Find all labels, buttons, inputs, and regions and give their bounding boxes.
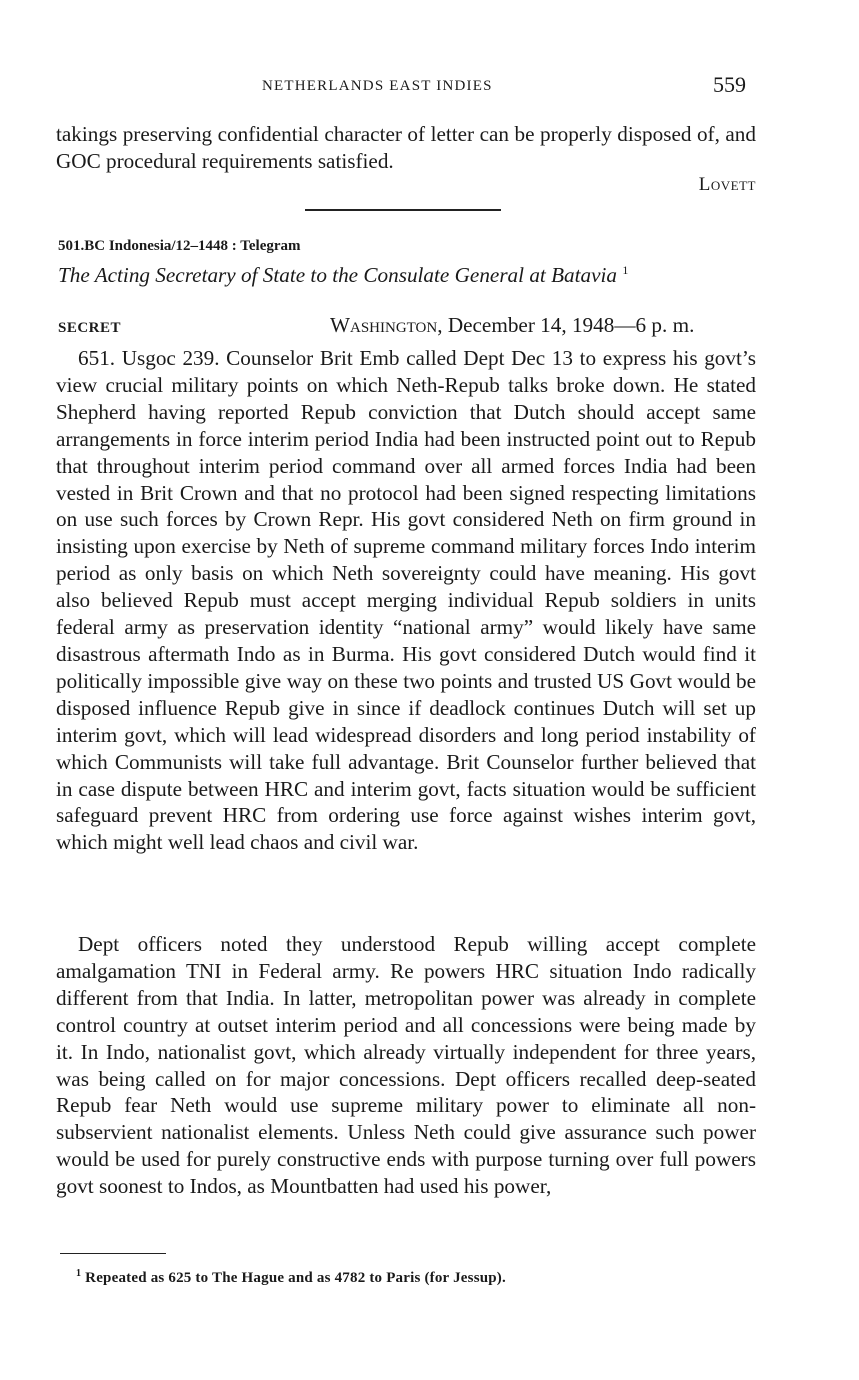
footnote-text: Repeated as 625 to The Hague and as 4782 to Paris (for Jessup). bbox=[85, 1270, 506, 1286]
classification-label: SECRET bbox=[58, 320, 122, 336]
dateline-place: Washington bbox=[330, 313, 438, 337]
page-number: 559 bbox=[713, 72, 746, 97]
file-reference: 501.BC Indonesia/12–1448 : Telegram bbox=[58, 238, 301, 254]
heading-text: The Acting Secretary of State to the Consulate General at Batavia bbox=[58, 263, 618, 288]
document-heading bbox=[58, 263, 628, 288]
footnote-mark: 1 bbox=[622, 263, 629, 277]
body-paragraph: 651. Usgoc 239. Counselor Brit Emb called Dept Dec 13 to express his govt’s view crucial military points on which Neth-Repub talks broke down. He stated Shepherd having reported Repub conviction that Dutch should accept same arrangements in force interim period India had been instructed point out to Repub that throughout interim period command over all armed forces India had been vested in Brit Crown and that no protocol had been signed respecting limitations on use such forces by Crown Repr. His govt considered Neth on firm ground in insisting upon exercise by Neth of supreme command military forces Indo interim period as only basis on which Neth sovereignty could have meaning. His govt also believed Repub must accept merging individual Repub soldiers in units federal army as preservation identity “national army” would likely have same disastrous aftermath Indo as in Burma. His govt considered Dutch would find it politically impossible give way on these two points and trusted US Govt would be disposed influence Repub give in since if deadlock continues Dutch will set up interim govt, which will lead widespread disorders and long period instability of which Communists will take full advantage. Brit Counselor further believed that in case dispute between HRC and interim govt, facts situation would be sufficient safeguard prevent HRC from ordering use force against wishes interim govt, which might well lead chaos and civil war. bbox=[56, 346, 756, 855]
continued-paragraph: takings preserving confidential character of letter can be properly disposed of, and GOC procedural requirements satisfied. bbox=[56, 122, 756, 173]
footnote-rule bbox=[60, 1253, 166, 1254]
body-paragraph: Dept officers noted they understood Repub willing accept complete amalgamation TNI in Federal army. Re powers HRC situation Indo radically different from that India. In latter, metropolitan power was already in complete control country at outset interim period and all concessions were being made by it. In Indo, nationalist govt, which already virtually independent for three years, was being called on for major concessions. Dept officers recalled deep-seated Repub fear Neth would use supreme military power to eliminate all non-subservient nationalist elements. Unless Neth could give assurance such power would be used for purely constructive ends with purpose turning over full powers govt soonest to Indos, as Mountbatten had used his power, bbox=[56, 932, 756, 1199]
dateline-date: , December 14, 1948—6 p. m. bbox=[437, 313, 695, 337]
section-separator bbox=[305, 209, 501, 211]
running-head: NETHERLANDS EAST INDIES bbox=[262, 78, 493, 94]
dateline bbox=[330, 313, 694, 338]
footnote bbox=[76, 1268, 506, 1287]
signature: Lovett bbox=[698, 174, 756, 195]
footnote-number: 1 bbox=[76, 1268, 82, 1279]
